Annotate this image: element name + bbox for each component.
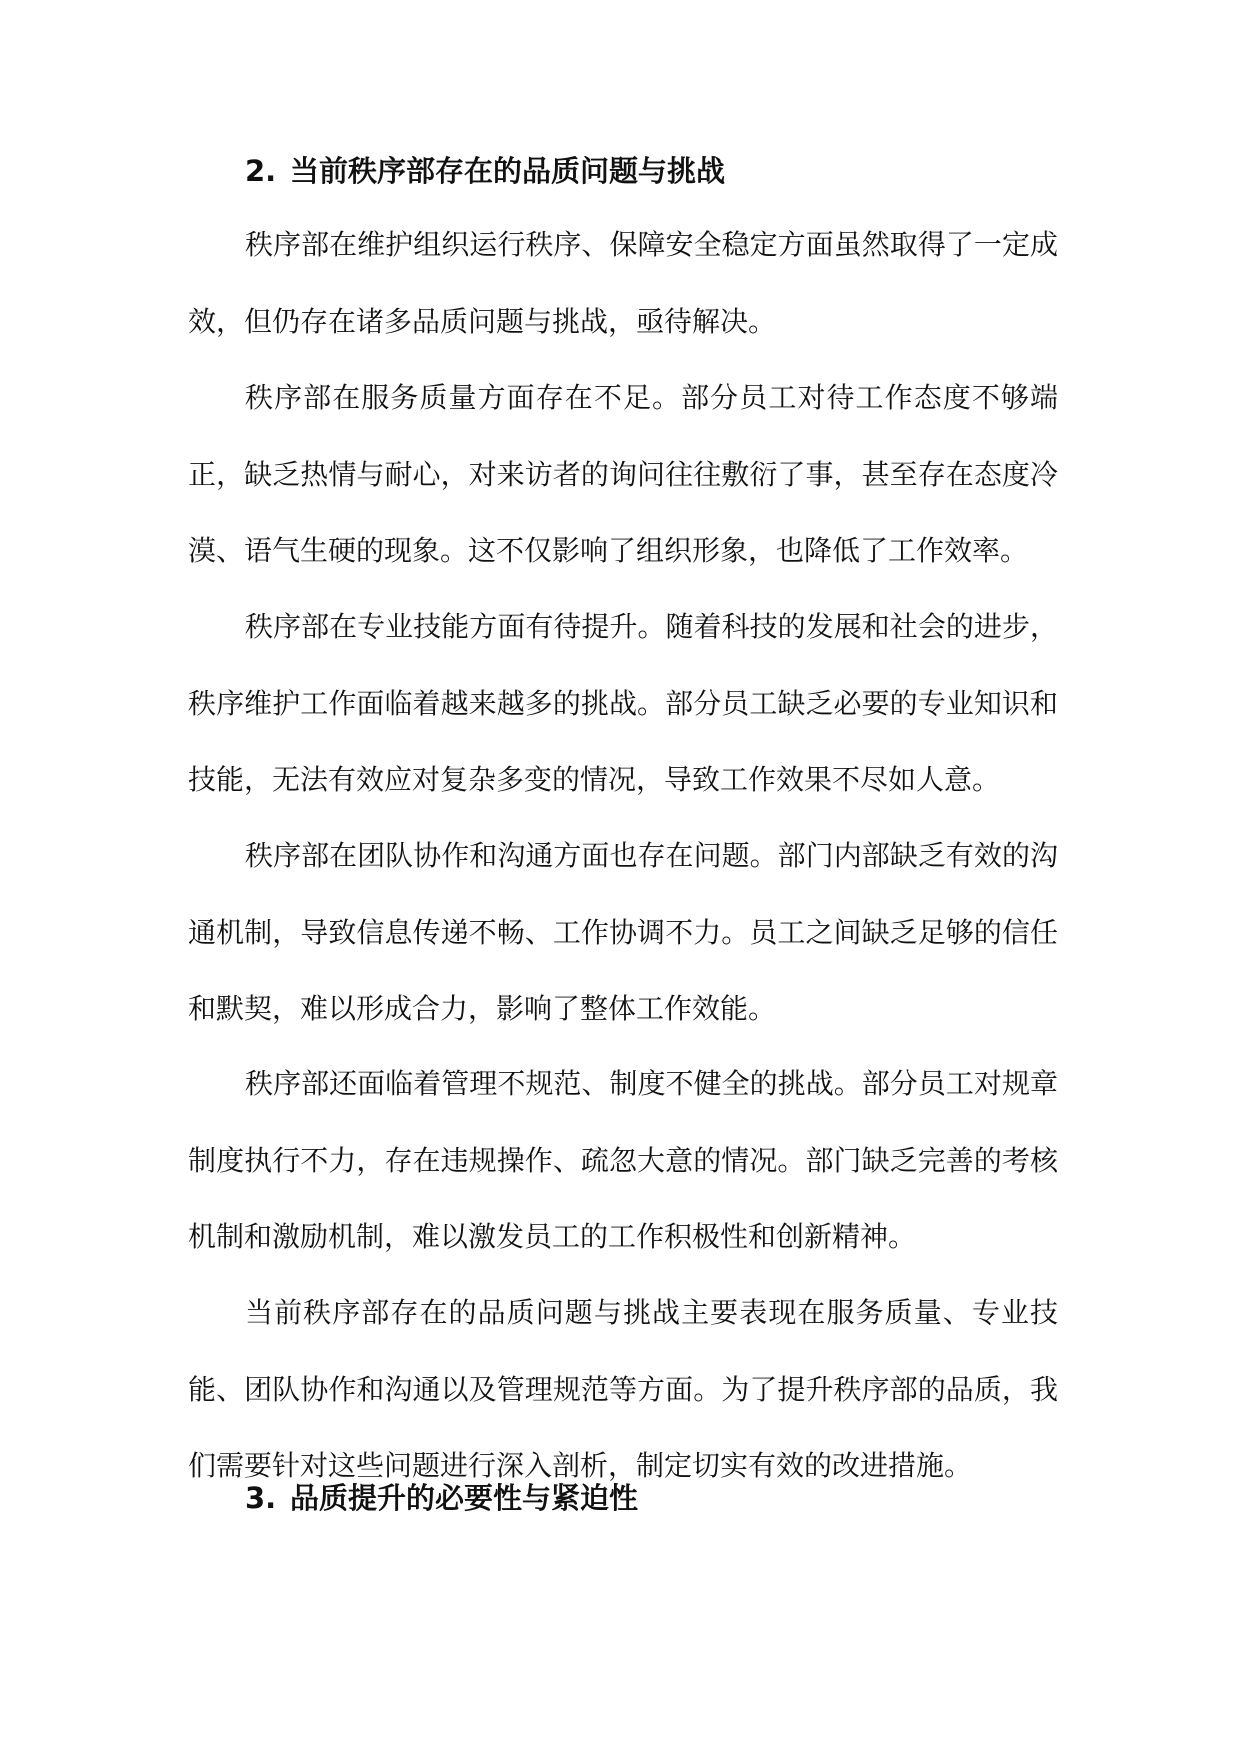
body-paragraph: 秩序部在团队协作和沟通方面也存在问题。部门内部缺乏有效的沟通机制，导致信息传递不畅、工作协调不力。员工之间缺乏足够的信任和默契，难以形成合力，影响了整体工作效能。: [188, 839, 1058, 1025]
body-paragraph: 秩序部在服务质量方面存在不足。部分员工对待工作态度不够端正，缺乏热情与耐心，对来访者的询问往往敷衍了事，甚至存在态度冷漠、语气生硬的现象。这不仅影响了组织形象，也降低了工作效率。: [188, 381, 1058, 567]
section-heading: [245, 1478, 1145, 1518]
body-paragraph: 当前秩序部存在的品质问题与挑战主要表现在服务质量、专业技能、团队协作和沟通以及管理规范等方面。为了提升秩序部的品质，我们需要针对这些问题进行深入剖析，制定切实有效的改进措施。: [188, 1296, 1058, 1482]
section-heading: [245, 151, 1145, 191]
body-paragraph: 秩序部还面临着管理不规范、制度不健全的挑战。部分员工对规章制度执行不力，存在违规操作、疏忽大意的情况。部门缺乏完善的考核机制和激励机制，难以激发员工的工作积极性和创新精神。: [188, 1067, 1058, 1253]
body-paragraph: 秩序部在专业技能方面有待提升。随着科技的发展和社会的进步，秩序维护工作面临着越来越多的挑战。部分员工缺乏必要的专业知识和技能，无法有效应对复杂多变的情况，导致工作效果不尽如人意。: [188, 610, 1058, 796]
section-number: 2.: [245, 154, 277, 188]
section-number: 3.: [245, 1481, 277, 1515]
section-title: 当前秩序部存在的品质问题与挑战: [290, 154, 726, 188]
section-title: 品质提升的必要性与紧迫性: [290, 1481, 639, 1515]
body-paragraph: 秩序部在维护组织运行秩序、保障安全稳定方面虽然取得了一定成效，但仍存在诸多品质问题与挑战，亟待解决。: [188, 228, 1058, 338]
